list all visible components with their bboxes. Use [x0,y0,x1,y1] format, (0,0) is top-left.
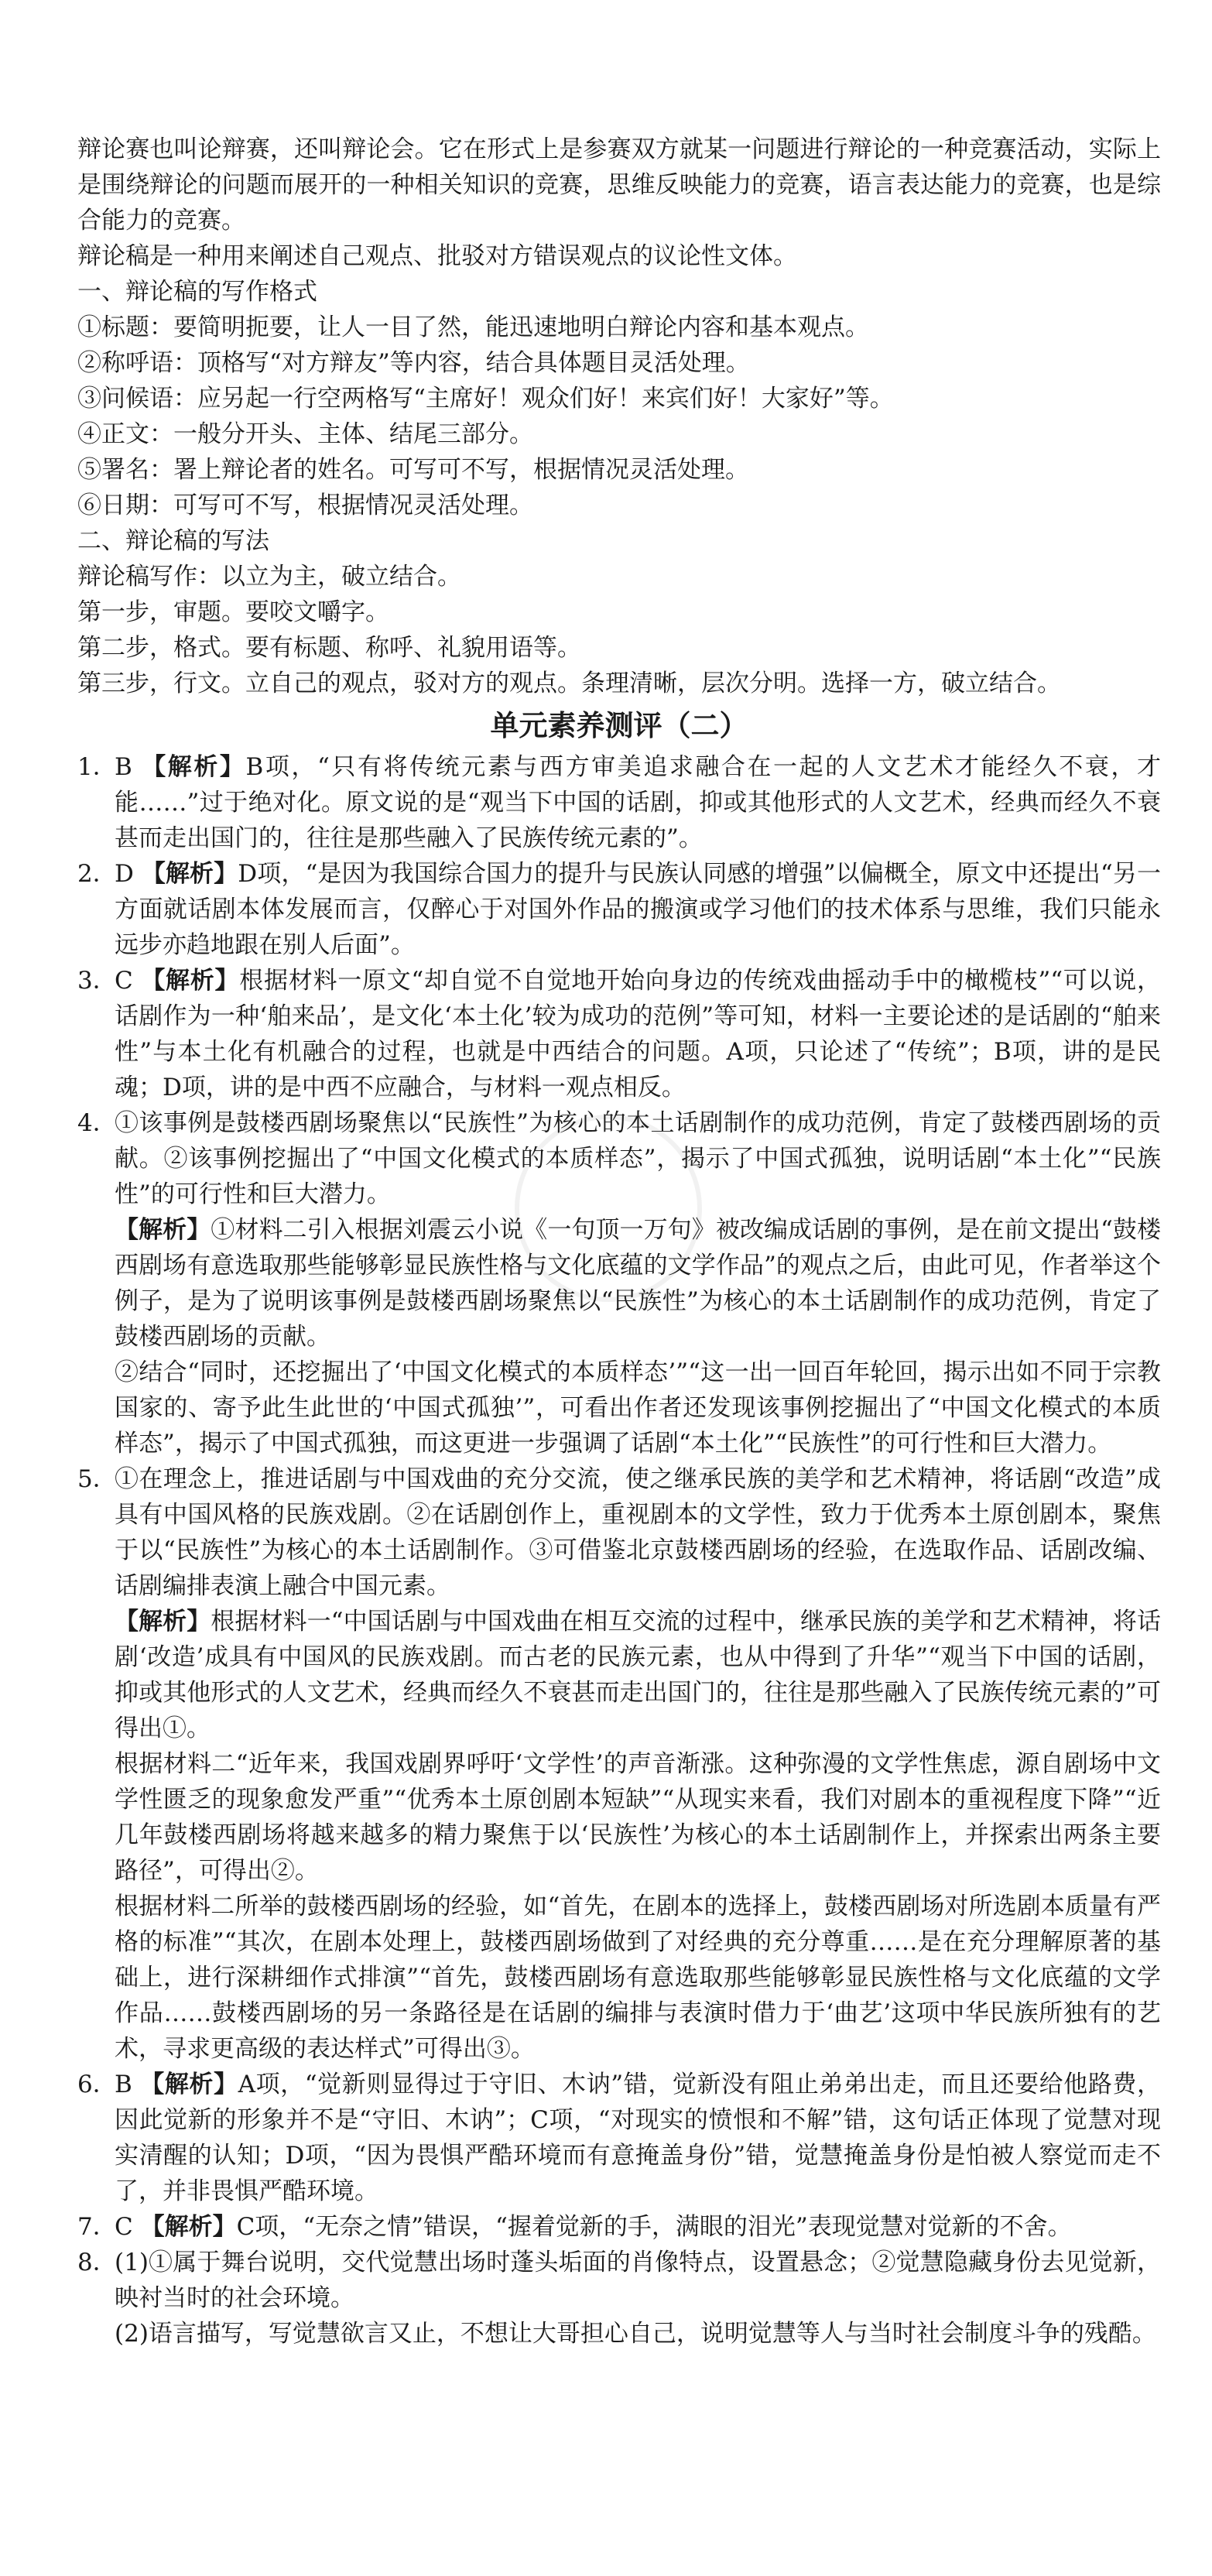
subparagraph-text: ②结合“同时，还挖掘出了‘中国文化模式的本质样态’”“这一出一回百年轮回，揭示出如不同于宗教国家的、寄予此生此世的‘中国式孤独’”，可看出作者还发现该事例挖掘出了“中国文化模式的本质样态”，揭示了中国式孤独，而这更进一步强调了话剧“本土化”“民族性”的可行性和巨大潜力。 [115,1358,1161,1458]
format-heading: 一、辩论稿的写作格式 [77,278,317,306]
answer-body: B项，“只有将传统元素与西方审美追求融合在一起的人文艺术才能经久不衰，才能……”过于绝对化。原文说的是“观当下中国的话剧，抑或其他形式的人文艺术，经典而经久不衰甚而走出国门的，往往是那些融入了民族传统元素的”。 [115,753,1161,852]
answer-text [115,2209,1161,2245]
format-item: ⑥日期：可写可不写，根据情况灵活处理。 [77,492,533,519]
intro-section [77,132,1161,701]
format-item: ②称呼语：顶格写“对方辩友”等内容，结合具体题目灵活处理。 [77,349,750,377]
subparagraph-text: (2)语言描写，写觉慧欲言又止，不想让大哥担心自己，说明觉慧等人与当时社会制度斗争的残酷。 [115,2320,1156,2348]
answer-item [77,1105,1161,1212]
answer-item [77,963,1161,1105]
answer-body: A项，“觉新则显得过于守旧、木讷”错，觉新没有阻止弟弟出走，而且还要给他路费，因此觉新的形象并不是“守旧、木讷”；C项，“对现实的愤恨和不解”错，这句话正体现了觉慧对现实清醒的认知；D项，“因为畏惧严酷环境而有意掩盖身份”错，觉慧掩盖身份是怕被人察觉而走不了，并非畏惧严酷环境。 [115,2071,1162,2205]
answer-choice: C [115,967,142,995]
subparagraph-text: 根据材料二所举的鼓楼西剧场的经验，如“首先，在剧本的选择上，鼓楼西剧场对所选剧本质量有严格的标准”“其次，在剧本处理上，鼓楼西剧场做到了对经典的充分尊重……是在充分理解原著的基础上，进行深耕细作式排演”“首先，鼓楼西剧场有意选取那些能够彰显民族性格与文化底蕴的文学作品……鼓楼西剧场的另一条路径是在话剧的编排与表演时借力于‘曲艺’这项中华民族所独有的艺术，寻求更高级的表达样式”可得出③。 [115,1893,1161,2063]
answer-number: 3． [77,967,117,995]
answer-text [115,963,1161,1105]
answer-subparagraph [77,1212,1161,1355]
answer-number: 2． [77,860,117,888]
answer-item [77,856,1161,963]
format-item: ⑤署名：署上辩论者的姓名。可写可不写，根据情况灵活处理。 [77,456,749,484]
answer-choice: B [115,753,142,781]
answer-body: (1)①属于舞台说明，交代觉慧出场时蓬头垢面的肖像特点，设置悬念；②觉慧隐藏身份去见觉新，映衬当时的社会环境。 [115,2249,1161,2312]
analysis-label: 【解析】 [115,1216,211,1244]
method-item: 辩论稿写作：以立为主，破立结合。 [77,563,461,591]
method-item: 第二步，格式。要有标题、称呼、礼貌用语等。 [77,634,581,662]
answer-number: 8． [77,2249,117,2276]
intro-paragraph: 辩论赛也叫论辩赛，还叫辩论会。它在形式上是参赛双方就某一问题进行辩论的一种竞赛活动，实际上是围绕辩论的问题而展开的一种相关知识的竞赛，思维反映能力的竞赛，语言表达能力的竞赛，也是综合能力的竞赛。 [77,135,1161,235]
method-item: 第一步，审题。要咬文嚼字。 [77,598,389,626]
answer-subparagraph [77,1355,1161,1461]
format-item: ④正文：一般分开头、主体、结尾三部分。 [77,420,533,448]
answer-number: 5． [77,1465,117,1493]
answer-item [77,2209,1161,2245]
answer-subparagraph [77,1746,1161,1889]
answer-item [77,2245,1161,2316]
answer-number: 4． [77,1109,117,1137]
analysis-label: 【解析】 [115,1608,211,1636]
section-title: 单元素养测评（二） [490,709,748,742]
page-content [77,132,1161,2352]
answer-body: 根据材料一原文“却自觉不自觉地开始向身边的传统戏曲摇动手中的橄榄枝”“可以说，话剧作为一种‘舶来品’，是文化‘本土化’较为成功的范例”等可知，材料一主要论述的是话剧的“舶来性”与本土化有机融合的过程，也就是中西结合的问题。A项，只论述了“传统”；B项，讲的是民魂；D项，讲的是中西不应融合，与材料一观点相反。 [115,967,1162,1101]
answer-choice: B [115,2071,141,2098]
answer-body: ①在理念上，推进话剧与中国戏曲的充分交流，使之继承民族的美学和艺术精神，将话剧“改造”成具有中国风格的民族戏剧。②在话剧创作上，重视剧本的文学性，致力于优秀本土原创剧本，聚焦于以“民族性”为核心的本土话剧制作。③可借鉴北京鼓楼西剧场的经验，在选取作品、话剧改编、话剧编排表演上融合中国元素。 [115,1465,1161,1600]
answer-list [77,749,1161,2352]
answer-number: 1． [77,753,117,781]
answer-text [115,1105,1161,1212]
answer-text [115,1461,1161,1604]
subparagraph-text: 根据材料二“近年来，我国戏剧界呼吁‘文学性’的声音渐涨。这种弥漫的文学性焦虑，源自剧场中文学性匮乏的现象愈发严重”“优秀本土原创剧本短缺”“从现实来看，我们对剧本的重视程度下降”“近几年鼓楼西剧场将越来越多的精力聚焦于以‘民族性’为核心的本土话剧制作上，并探索出两条主要路径”，可得出②。 [115,1750,1161,1885]
answer-item [77,749,1161,856]
answer-item [77,2067,1161,2209]
answer-text [115,749,1161,856]
answer-body: C项，“无奈之情”错误，“握着觉新的手，满眼的泪光”表现觉慧对觉新的不舍。 [236,2213,1072,2241]
analysis-label: 【解析】 [140,2213,237,2241]
answer-choice: D [115,860,142,888]
analysis-label: 【解析】 [140,2071,238,2098]
answer-text [115,2245,1161,2316]
answer-text [115,856,1161,963]
answer-subparagraph [77,1604,1161,1746]
intro-definition: 辩论稿是一种用来阐述自己观点、批驳对方错误观点的议论性文体。 [77,242,797,270]
answer-body: ①该事例是鼓楼西剧场聚焦以“民族性”为核心的本土话剧制作的成功范例，肯定了鼓楼西剧场的贡献。②该事例挖掘出了“中国文化模式的本质样态”，揭示了中国式孤独，说明话剧“本土化”“民族性”的可行性和巨大潜力。 [115,1109,1161,1208]
answer-subparagraph [77,1889,1161,2067]
answer-number: 6． [77,2071,117,2098]
answer-text [115,2067,1161,2209]
answer-choice: C [115,2213,141,2241]
analysis-label: 【解析】 [141,860,238,888]
format-item: ①标题：要简明扼要，让人一目了然，能迅速地明白辩论内容和基本观点。 [77,313,869,341]
method-heading: 二、辩论稿的写法 [77,527,269,555]
answer-item [77,1461,1161,1604]
method-item: 第三步，行文。立自己的观点，驳对方的观点。条理清晰，层次分明。选择一方，破立结合。 [77,670,1061,697]
analysis-label: 【解析】 [142,753,246,781]
answer-body: D项，“是因为我国综合国力的提升与民族认同感的增强”以偏概全，原文中还提出“另一方面就话剧本体发展而言，仅醉心于对国外作品的搬演或学习他们的技术体系与思维，我们只能永远步亦趋地跟在别人后面”。 [115,860,1161,959]
subparagraph-text: 根据材料一“中国话剧与中国戏曲在相互交流的过程中，继承民族的美学和艺术精神，将话剧‘改造’成具有中国风的民族戏剧。而古老的民族元素，也从中得到了升华”“观当下中国的话剧，抑或其他形式的人文艺术，经典而经久不衰甚而走出国门的，往往是那些融入了民族传统元素的”可得出①。 [115,1608,1161,1742]
format-item: ③问候语：应另起一行空两格写“主席好！观众们好！来宾们好！大家好”等。 [77,385,894,413]
analysis-label: 【解析】 [141,967,240,995]
answer-subparagraph [77,2316,1161,2352]
answer-number: 7． [77,2213,117,2241]
subparagraph-text: ①材料二引入根据刘震云小说《一句顶一万句》被改编成话剧的事例，是在前文提出“鼓楼西剧场有意选取那些能够彰显民族性格与文化底蕴的文学作品”的观点之后，由此可见，作者举这个例子，是为了说明该事例是鼓楼西剧场聚焦以“民族性”为核心的本土话剧制作的成功范例，肯定了鼓楼西剧场的贡献。 [115,1216,1161,1351]
